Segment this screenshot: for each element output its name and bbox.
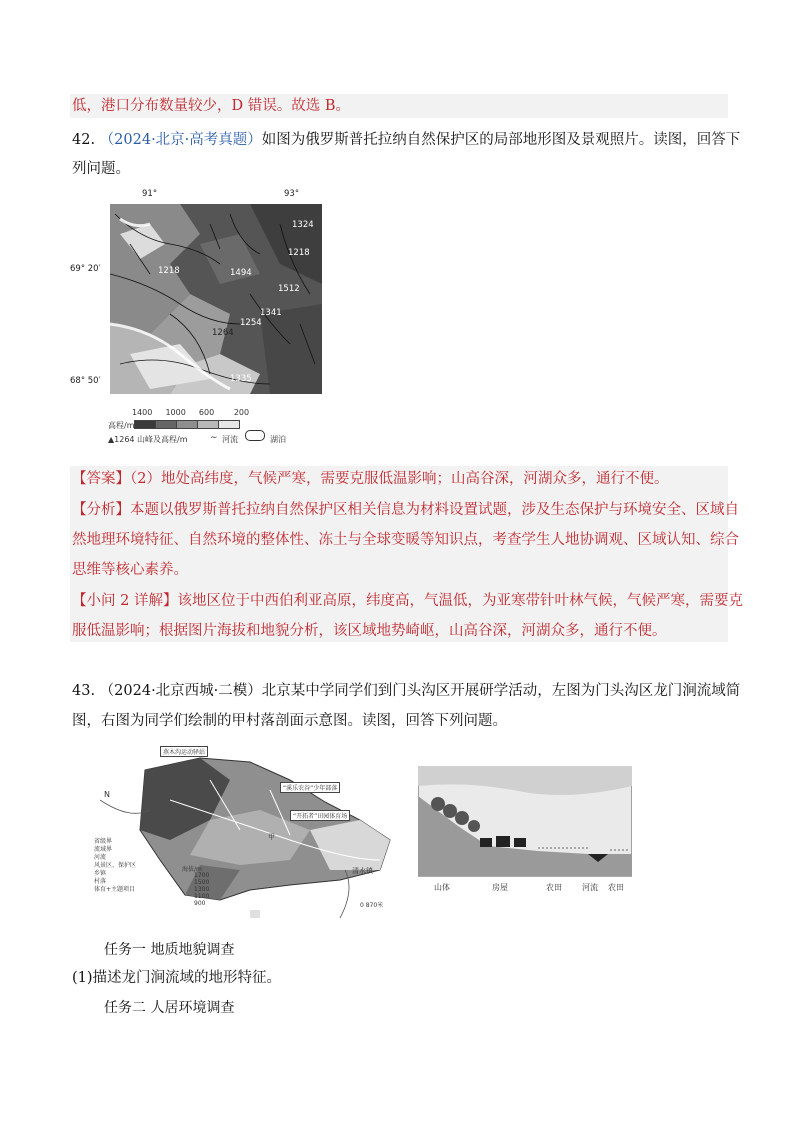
- legend-item-7: 体育+主题项目: [94, 886, 136, 893]
- task1-heading: 任务一 地质地貌调查: [104, 942, 235, 958]
- q42-analysis-line1: [72, 500, 739, 520]
- peak-1512: 1512: [278, 284, 300, 294]
- detail-label: 【小问 2 详解】: [72, 593, 178, 609]
- legend-lake-icon: [245, 430, 265, 441]
- q43-profile-figure: [418, 766, 632, 914]
- analysis-label: 【分析】: [72, 502, 130, 518]
- legend-1400: 1400: [132, 408, 153, 417]
- q43-stem-text1: 北京某中学同学们到门头沟区开展研学活动，左图为门头沟区龙门涧流域简: [261, 683, 741, 699]
- legend-item-1: 省级界: [94, 838, 113, 845]
- q43-stem-line1: [72, 681, 740, 701]
- legend-swatch-3: [176, 420, 198, 429]
- profile-label-river: 河流: [582, 883, 598, 892]
- legend-item-6: 村落: [94, 878, 107, 885]
- sub-question-1: (1)描述龙门涧流域的地形特征。: [72, 970, 282, 986]
- analysis-text1: 本题以俄罗斯普托拉纳自然保护区相关信息为材料设置试题，涉及生态保护与环境安全、区域自: [130, 502, 739, 518]
- task2-heading: 任务二 人居环境调查: [104, 1000, 235, 1016]
- peak-1218: 1218: [158, 266, 180, 276]
- q42-stem-line1: [72, 130, 740, 150]
- peak-1324: 1324: [292, 220, 314, 230]
- scale-bar: 0 870米: [360, 902, 384, 909]
- callout-3: “开拓者”田园体育场: [290, 810, 350, 821]
- lon-label-93: 93°: [284, 189, 300, 199]
- legend-alt-1700: 1700: [194, 872, 210, 879]
- profile-label-mountain: 山体: [434, 883, 450, 892]
- legend-alt-title: 海拔/m: [182, 866, 202, 873]
- prev-answer-text: 低，港口分布数量较少，D 错误。故选 B。: [72, 98, 350, 114]
- answer-label: 【答案】: [72, 471, 130, 487]
- legend-title: 高程/m: [108, 421, 135, 430]
- terrain-map: [110, 204, 322, 394]
- village-profile: [418, 766, 632, 896]
- profile-label-farmland1: 农田: [546, 883, 562, 892]
- village-jia: 甲: [268, 833, 275, 841]
- q43-stem-line2: 图，右图为同学们绘制的甲村落剖面示意图。读图，回答下列问题。: [72, 713, 507, 729]
- legend-swatch-5: [218, 420, 240, 429]
- legend-peak: ▲1264 山峰及高程/m: [108, 435, 188, 444]
- q43-number: 43.: [72, 683, 96, 699]
- q43-source: （2024·北京西城·二模）: [99, 683, 262, 699]
- profile-label-farmland2: 农田: [608, 883, 624, 892]
- watershed-shape: [90, 740, 408, 920]
- answer-text: （2）地处高纬度，气候严寒，需要克服低温影响；山高谷深，河湖众多，通行不便。: [130, 471, 669, 487]
- legend-alt-900: 900: [194, 900, 206, 907]
- peak-1264: 1264: [212, 328, 234, 338]
- lat-label-6850: 68° 50′: [70, 376, 101, 386]
- q42-analysis-line3: 思维等核心素养。: [72, 562, 188, 578]
- q42-stem-text1: 如图为俄罗斯普托拉纳自然保护区的局部地形图及景观照片。读图，回答下: [261, 132, 741, 148]
- lon-label-91: 91°: [142, 189, 158, 199]
- legend-river-icon: ∼: [210, 433, 218, 443]
- peak-1341: 1341: [260, 308, 282, 318]
- legend-swatch-1: [134, 420, 156, 429]
- town-qingshui: 清水镇: [352, 867, 373, 875]
- peak-1335: 1335: [230, 374, 252, 384]
- legend-1000: 1000: [165, 408, 186, 417]
- callout-2: “溪乐农谷”少年部落: [280, 782, 340, 793]
- legend-values: [132, 408, 249, 417]
- legend-item-5: 乡镇: [94, 870, 107, 877]
- q42-answer: [72, 469, 668, 489]
- q42-detail-line2: 服低温影响；根据图片海拔和地貌分析，该区域地势崎岖，山高谷深，河湖众多，通行不便。: [72, 623, 667, 639]
- north-arrow: N: [104, 790, 110, 799]
- legend-swatch-2: [155, 420, 177, 429]
- legend-alt-1300: 1300: [194, 886, 210, 893]
- legend-alt-1500: 1500: [194, 879, 210, 886]
- q42-stem-line2: 列问题。: [72, 161, 130, 177]
- legend-river: 河流: [222, 435, 238, 444]
- q42-source: （2024·北京·高考真题）: [99, 132, 262, 148]
- peak-1494: 1494: [230, 268, 252, 278]
- q42-topo-map-figure: [70, 186, 330, 451]
- legend-600: 600: [198, 408, 215, 417]
- legend-item-4: 风景区、保护区: [94, 862, 137, 869]
- q42-number: 42.: [72, 132, 96, 148]
- q42-analysis-line2: 然地理环境特征、自然环境的整体性、冻土与全球变暖等知识点，考查学生人地协调观、区域认知、综合: [72, 532, 739, 548]
- detail-text1: 该地区位于中西伯利亚高原，纬度高，气温低，为亚寒带针叶林气候，气候严寒，需要克: [177, 593, 743, 609]
- legend-item-3: 河流: [94, 854, 107, 861]
- legend-200: 200: [233, 408, 250, 417]
- q42-answer-block: [70, 466, 728, 642]
- peak-1254: 1254: [240, 318, 262, 328]
- legend-alt-1100: 1100: [194, 893, 210, 900]
- legend-lake: 湖泊: [270, 435, 286, 444]
- peak-1218-ne: 1218: [288, 248, 310, 258]
- q43-watershed-map: [90, 740, 408, 920]
- q42-detail-line1: [72, 591, 743, 611]
- legend-item-2: 流域界: [94, 846, 113, 853]
- profile-label-houses: 房屋: [492, 883, 508, 892]
- lat-label-6920: 69° 20′: [70, 264, 101, 274]
- callout-1: 燕木沟运动驿站: [160, 746, 208, 757]
- legend-swatch-4: [197, 420, 219, 429]
